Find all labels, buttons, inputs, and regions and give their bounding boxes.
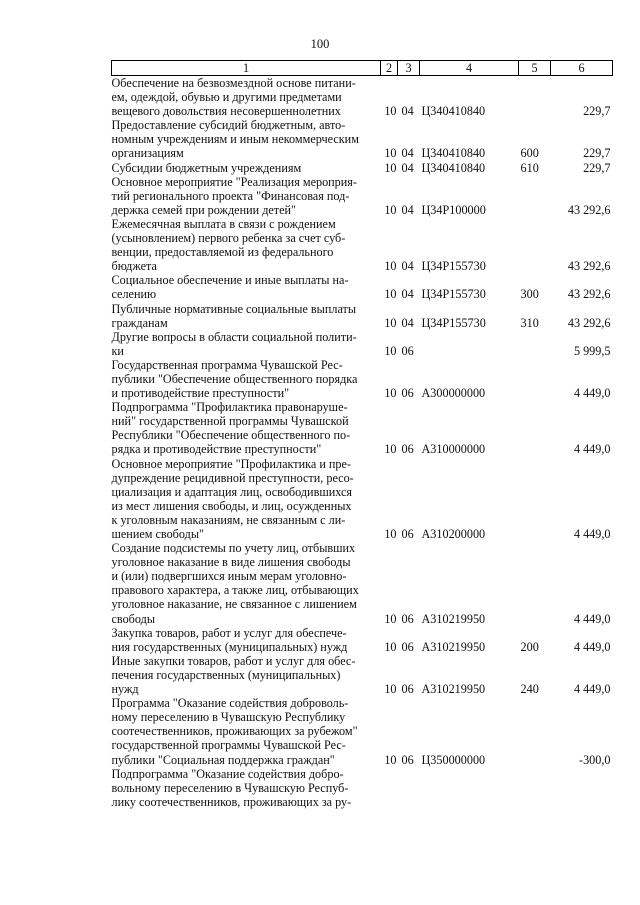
section-code: 10 [384, 202, 397, 217]
row-name [112, 457, 381, 542]
target-article-code: Ц34Р100000 [421, 202, 486, 217]
target-article-code: Ц34Р155730 [421, 287, 486, 302]
table-row [112, 273, 613, 301]
section-code [381, 767, 398, 809]
row-name-line: уголовное наказание, не связанное с лишением [111, 597, 357, 612]
table-row [112, 118, 613, 160]
expense-type-code [519, 541, 551, 626]
row-name [112, 217, 381, 273]
table-row [112, 302, 613, 330]
amount: 4 449,0 [573, 639, 611, 654]
row-name-line: Иные закупки товаров, работ и услуг для обес- [111, 653, 356, 668]
table-row [112, 330, 613, 358]
row-name-line: Государственная программа Чувашской Рес- [111, 357, 343, 372]
amount [551, 767, 613, 809]
row-name-line: публики "Обеспечение общественного порядка [111, 371, 358, 386]
subsection-code: 04 [401, 315, 414, 330]
section-code: 10 [384, 682, 397, 697]
row-name-line: венции, предоставляемой из федерального [111, 245, 334, 260]
row-name [112, 76, 381, 119]
row-name-line: соотечественников, проживающих за рубежом" [111, 724, 358, 739]
amount: 4 449,0 [573, 611, 611, 626]
row-name-line: государственной программы Чувашской Рес- [111, 738, 346, 753]
table-row [112, 626, 613, 654]
header-cell-1: 1 [112, 61, 381, 76]
section-code: 10 [384, 287, 397, 302]
expense-type-code: 310 [520, 315, 539, 330]
subsection-code: 04 [401, 104, 414, 119]
header-cell-3: 3 [398, 61, 420, 76]
row-name-line: ния государственных (муниципальных) нужд [111, 639, 348, 654]
expense-type-code [519, 767, 551, 809]
row-name-line: Другие вопросы в области социальной полити- [111, 329, 357, 344]
row-name-line: Подпрограмма "Профилактика правонаруше- [111, 400, 348, 415]
subsection-code: 04 [401, 160, 414, 175]
expense-type-code [519, 358, 551, 400]
subsection-code: 04 [401, 259, 414, 274]
expense-type-code: 300 [520, 287, 539, 302]
row-name [112, 541, 381, 626]
amount: 4 449,0 [573, 527, 611, 541]
row-name [112, 696, 381, 766]
row-name [112, 118, 381, 160]
section-code: 10 [384, 343, 397, 358]
row-name-line: и противодействие преступности" [111, 386, 290, 401]
expense-type-code: 610 [520, 160, 539, 175]
subsection-code: 06 [401, 682, 414, 697]
subsection-code: 06 [401, 527, 414, 541]
row-name-line: рядка и противодействие преступности" [111, 442, 322, 457]
amount: 229,7 [583, 160, 611, 175]
row-name [112, 358, 381, 400]
target-article-code: А310200000 [421, 527, 486, 541]
row-name [112, 161, 381, 175]
table-row [112, 217, 613, 273]
row-name-line: селению [111, 287, 157, 302]
row-name-line: (усыновлением) первого ребенка за счет суб- [111, 231, 346, 246]
target-article-code: Ц340410840 [421, 104, 486, 119]
subsection-code: 06 [401, 611, 414, 626]
row-name-line: нужд [111, 682, 139, 697]
section-code: 10 [384, 752, 397, 767]
section-code: 10 [384, 160, 397, 175]
amount: 229,7 [583, 104, 611, 119]
row-name-line: Социальное обеспечение и иные выплаты на- [111, 273, 349, 288]
section-code: 10 [384, 315, 397, 330]
row-name [112, 400, 381, 456]
row-name-line: вольному переселению в Чувашскую Респуб- [111, 780, 349, 795]
row-name-line: циализация и адаптация лиц, освободившихся [111, 484, 352, 499]
table-header [112, 61, 613, 76]
target-article-code: Ц350000000 [421, 752, 486, 767]
page-number: 100 [310, 37, 330, 51]
header-cell-6: 6 [551, 61, 613, 76]
expense-type-code [519, 76, 551, 119]
target-article-code: Ц34Р155730 [421, 259, 486, 274]
table-row [112, 76, 613, 119]
row-name-line: печения государственных (муниципальных) [111, 667, 341, 682]
row-name-line: правового характера, а также лиц, отбывающих [111, 583, 359, 598]
row-name [112, 175, 381, 217]
subsection-code: 06 [401, 386, 414, 401]
row-name-line: Публичные нормативные социальные выплаты [111, 301, 357, 316]
expense-type-code [519, 217, 551, 273]
row-name-line: вещевого довольствия несовершеннолетних [111, 104, 341, 119]
row-name [112, 626, 381, 654]
target-article-code: Ц34Р155730 [421, 315, 486, 330]
amount: 4 449,0 [573, 682, 611, 697]
section-code: 10 [384, 527, 397, 541]
subsection-code [398, 767, 420, 809]
target-article-code: А310219950 [421, 682, 486, 697]
target-article-code: Ц340410840 [421, 146, 486, 161]
row-name [112, 330, 381, 358]
target-article-code: А300000000 [421, 386, 486, 401]
row-name [112, 767, 381, 809]
row-name-line: ний" государственной программы Чувашской [111, 414, 349, 429]
row-name-line: ем, одеждой, обувью и другими предметами [111, 90, 342, 105]
target-article-code [420, 330, 519, 358]
row-name-line: свободы [111, 611, 156, 626]
section-code: 10 [384, 611, 397, 626]
expense-type-code: 240 [520, 682, 539, 697]
row-name-line: ки [111, 343, 124, 358]
table-body [112, 76, 613, 809]
row-name-line: дупреждение рецидивной преступности, ресо- [111, 470, 354, 485]
header-cell-5: 5 [519, 61, 551, 76]
row-name-line: Обеспечение на безвозмездной основе питани- [111, 76, 356, 90]
table-row [112, 457, 613, 542]
expense-type-code [519, 457, 551, 542]
expense-type-code [519, 400, 551, 456]
subsection-code: 04 [401, 146, 414, 161]
row-name-line: Основное мероприятие "Профилактика и пре- [111, 456, 351, 471]
row-name-line: держка семей при рождении детей" [111, 202, 297, 217]
row-name-line: тий регионального проекта "Финансовая под- [111, 188, 350, 203]
row-name-line: Подпрограмма "Оказание содействия добро- [111, 766, 344, 781]
row-name-line: и (или) подвергшихся иным мерам уголовно- [111, 569, 347, 584]
row-name-line: Основное мероприятие "Реализация мероприя- [111, 174, 357, 189]
section-code: 10 [384, 146, 397, 161]
row-name-line: лику соотечественников, проживающих за ру- [111, 794, 352, 809]
expense-type-code [519, 330, 551, 358]
section-code: 10 [384, 442, 397, 457]
row-name-line: уголовное наказание в виде лишения свободы [111, 555, 351, 570]
amount: 43 292,6 [567, 287, 611, 302]
row-name-line: Ежемесячная выплата в связи с рождением [111, 216, 336, 231]
expense-type-code [519, 175, 551, 217]
row-name-line: гражданам [111, 315, 168, 330]
row-name-line: из мест лишения свободы, и лиц, осужденных [111, 498, 352, 513]
amount: 5 999,5 [573, 343, 611, 358]
row-name-line: ному переселению в Чувашскую Республику [111, 710, 346, 725]
row-name-line: публики "Социальная поддержка граждан" [111, 752, 335, 767]
subsection-code: 06 [401, 752, 414, 767]
amount: 229,7 [583, 146, 611, 161]
table-row [112, 767, 613, 809]
row-name-line: к уголовным наказаниям, не связанным с ли- [111, 512, 346, 527]
row-name [112, 302, 381, 330]
row-name-line: Предоставление субсидий бюджетным, авто- [111, 118, 346, 133]
section-code: 10 [384, 386, 397, 401]
target-article-code: А310219950 [421, 639, 486, 654]
amount: 43 292,6 [567, 202, 611, 217]
expense-type-code: 600 [520, 146, 539, 161]
section-code: 10 [384, 639, 397, 654]
row-name-line: Республики "Обеспечение общественного по- [111, 428, 351, 443]
section-code: 10 [384, 259, 397, 274]
row-name [112, 654, 381, 696]
amount: -300,0 [579, 752, 611, 767]
table-row [112, 541, 613, 626]
table-row [112, 696, 613, 766]
row-name-line: бюджета [111, 259, 157, 274]
table-row [112, 654, 613, 696]
subsection-code: 06 [401, 639, 414, 654]
row-name [112, 273, 381, 301]
row-name-line: Закупка товаров, работ и услуг для обеспече- [111, 625, 347, 640]
table-row [112, 358, 613, 400]
row-name-line: шением свободы" [111, 527, 204, 541]
target-article-code: Ц340410840 [421, 160, 486, 175]
expense-type-code: 200 [520, 639, 539, 654]
target-article-code [420, 767, 519, 809]
budget-table [111, 60, 613, 809]
subsection-code: 04 [401, 287, 414, 302]
amount: 43 292,6 [567, 259, 611, 274]
expense-type-code [519, 696, 551, 766]
amount: 43 292,6 [567, 315, 611, 330]
subsection-code: 06 [401, 343, 414, 358]
target-article-code: А310219950 [421, 611, 486, 626]
row-name-line: организациям [111, 146, 184, 161]
section-code: 10 [384, 104, 397, 119]
header-cell-2: 2 [381, 61, 398, 76]
table-row [112, 175, 613, 217]
subsection-code: 04 [401, 202, 414, 217]
amount: 4 449,0 [573, 386, 611, 401]
row-name-line: номным учреждениям и иным некоммерческим [111, 132, 359, 147]
row-name-line: Создание подсистемы по учету лиц, отбывших [111, 541, 356, 556]
row-name-line: Субсидии бюджетным учреждениям [111, 160, 302, 175]
row-name-line: Программа "Оказание содействия доброволь- [111, 696, 349, 711]
target-article-code: А310000000 [421, 442, 486, 457]
amount: 4 449,0 [573, 442, 611, 457]
header-cell-4: 4 [420, 61, 519, 76]
subsection-code: 06 [401, 442, 414, 457]
table-row [112, 161, 613, 175]
table-row [112, 400, 613, 456]
